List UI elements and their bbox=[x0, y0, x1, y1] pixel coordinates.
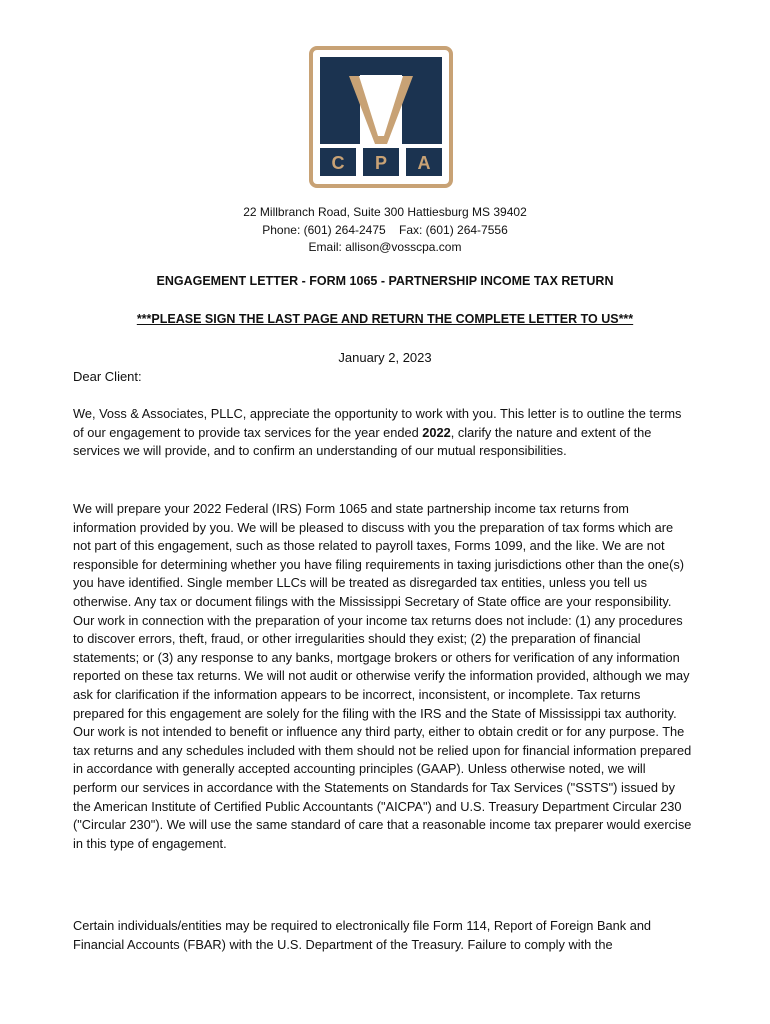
salutation: Dear Client: bbox=[73, 369, 142, 384]
paragraph-fbar: Certain individuals/entities may be required to electronically file Form 114, Report of Foreign Bank and Financial Accounts (FBAR) with the U.S. Department of the Treasury. Failure to comply with the bbox=[73, 918, 652, 952]
logo-panel-left bbox=[320, 57, 360, 144]
logo-letter-p: P bbox=[374, 153, 388, 173]
letterhead-contact bbox=[0, 204, 770, 257]
intro-text-end: , clarify the nature and extent of the services we will provide, and to confirm an understanding of our mutual responsibilities. bbox=[73, 424, 652, 459]
firm-phone-fax: Phone: (601) 264-2475 Fax: (601) 264-7556 bbox=[262, 222, 508, 237]
logo-letter-c: C bbox=[331, 153, 345, 173]
logo-letter-a: A bbox=[417, 153, 431, 173]
letter-date: January 2, 2023 bbox=[338, 350, 432, 365]
intro-text-start: We, Voss & Associates, PLLC, appreciate the opportunity to work with you. This letter is to outline the terms of our engagement to provide tax services for the year ended bbox=[73, 406, 682, 440]
logo-panel-right bbox=[402, 57, 442, 144]
vcpa-logo bbox=[309, 46, 453, 188]
logo-panel-top bbox=[360, 57, 402, 75]
sign-notice: ***PLEASE SIGN THE LAST PAGE AND RETURN THE COMPLETE LETTER TO US*** bbox=[136, 312, 634, 326]
firm-address: 22 Millbranch Road, Suite 300 Hattiesburg MS 39402 bbox=[243, 205, 527, 219]
tax-year: 2022 bbox=[422, 424, 451, 440]
paragraph-intro bbox=[73, 405, 693, 461]
paragraph-services: We will prepare your 2022 Federal (IRS) Form 1065 and state partnership income tax returns from information provided by you. We will be pleased to discuss with you the preparation of tax forms which are not part of this engagement, such as those related to payroll taxes, Forms 1099, and the like. We are not responsible for determining whether you have filing requirements in taxing jurisdictions other than the one(s) you have identified. Single member LLCs will be treated as disregarded tax entities, unless you tell us otherwise. Any tax or document filings with the Mississippi Secretary of State office are your responsibility. Our work in connection with the preparation of your income tax returns does not include: (1) any procedures to discover errors, theft, fraud, or other irregularities should they exist; (2) the preparation of financial statements; or (3) any response to any banks, mortgage brokers or others for verification of any information reported on these tax returns. We will not audit or otherwise verify the information provided, although we may ask for clarification if the information appears to be incorrect, inconsistent, or incomplete. Tax returns prepared for this engagement are solely for the filing with the IRS and the State of Mississippi tax authority. Our work is not intended to benefit or influence any third party, either to obtain credit or for any purpose. The tax returns and any schedules included with them should not be relied upon for financial information prepared in accordance with generally accepted accounting principles (GAAP). Unless otherwise noted, we will perform our services in accordance with the Statements on Standards for Tax Services ("SSTS") issued by the American Institute of Certified Public Accountants ("AICPA") and U.S. Treasury Department Circular 230 ("Circular 230"). We will use the same standard of care that a reasonable income tax preparer would exercise in this type of engagement. bbox=[73, 501, 692, 851]
document-title: ENGAGEMENT LETTER - FORM 1065 - PARTNERSHIP INCOME TAX RETURN bbox=[156, 274, 614, 288]
firm-email: Email: allison@vosscpa.com bbox=[308, 240, 462, 254]
